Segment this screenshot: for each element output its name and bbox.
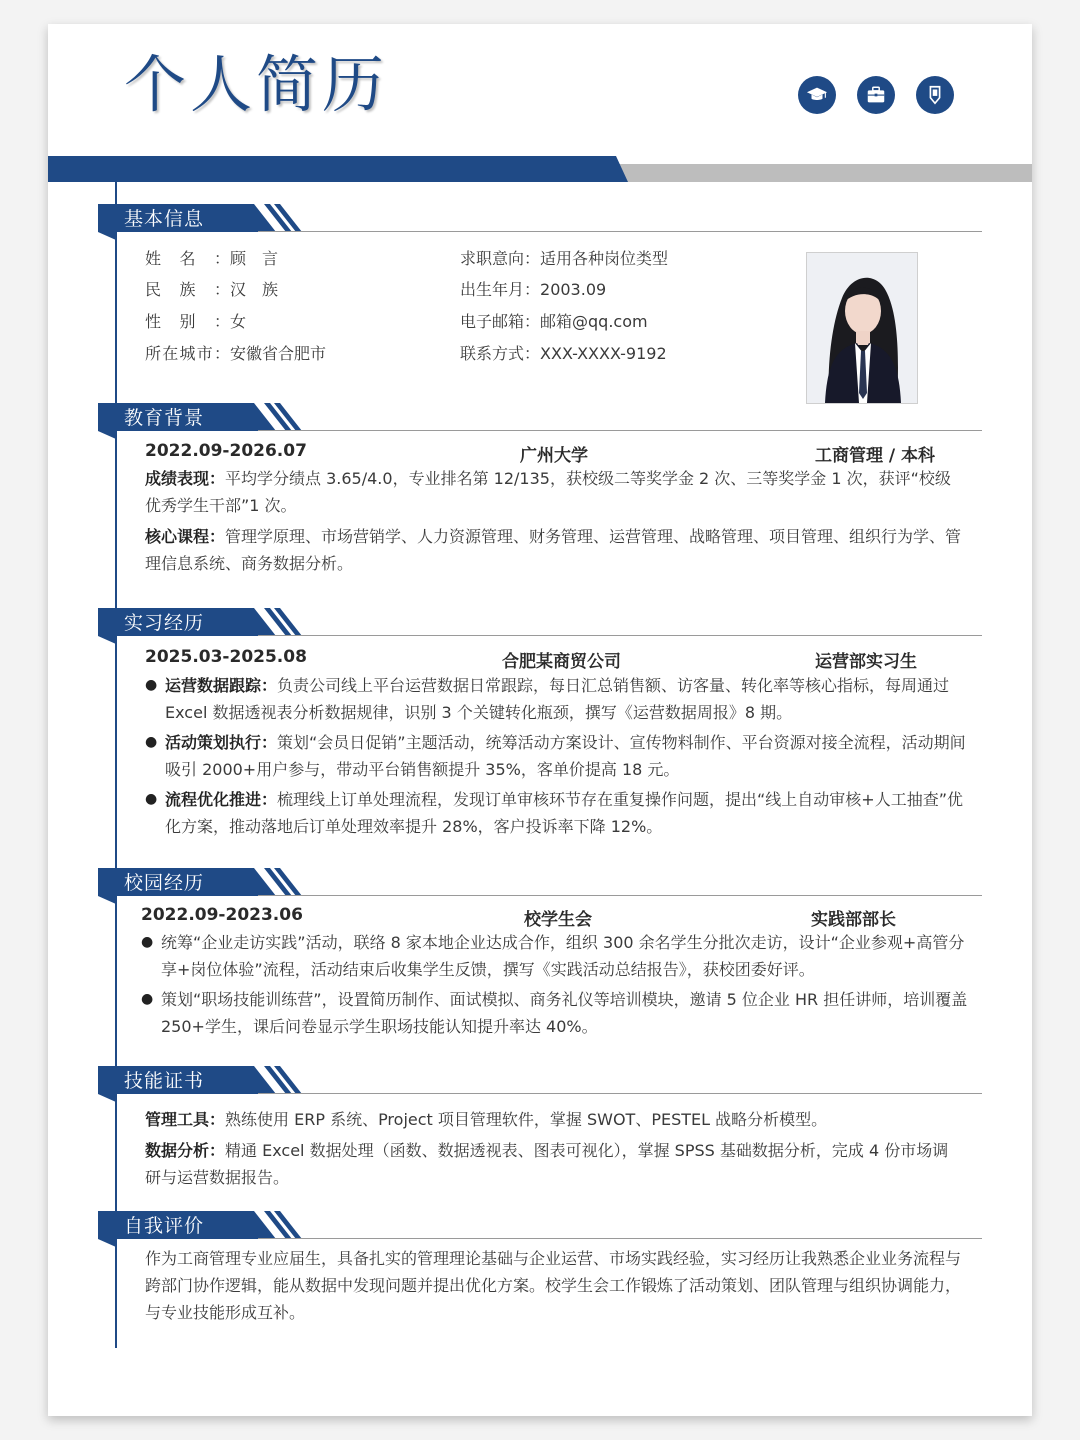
campus-role: 实践部部长 xyxy=(811,910,896,930)
profile-photo xyxy=(806,252,918,404)
resume-title: 个人简历 xyxy=(124,48,389,121)
section-title: 实习经历 xyxy=(124,612,205,634)
campus-date: 2022.09-2023.06 xyxy=(141,905,303,925)
section-divider xyxy=(258,1238,982,1239)
section-divider xyxy=(258,430,982,431)
education-school: 广州大学 xyxy=(520,446,588,466)
campus-item: ● 统筹“企业走访实践”活动，联络 8 家本地企业达成合作，组织 300 余名学生分批次走访，设计“企业参观+高管分享+岗位体验”流程，活动结束后收集学生反馈，撰写《实践活动总结报告》，获校团委好评。 xyxy=(141,929,971,983)
timeline-line xyxy=(115,182,117,1348)
section-header-self xyxy=(98,1211,983,1241)
skills-data: 数据分析：精通 Excel 数据处理（函数、数据透视表、图表可视化），掌握 SPSS 基础数据分析，完成 4 份市场调研与运营数据报告。 xyxy=(145,1141,949,1187)
bullet-icon: ● xyxy=(145,791,158,807)
bullet-icon: ● xyxy=(141,934,154,950)
internship-role: 运营部实习生 xyxy=(815,652,917,672)
info-phone: 联系方式：XXX-XXXX-9192 xyxy=(460,344,667,363)
graduation-cap-icon xyxy=(798,76,836,114)
education-major: 工商管理 / 本科 xyxy=(815,446,936,466)
info-gender: 性别：女 xyxy=(145,312,247,331)
section-header-campus xyxy=(98,868,983,898)
education-date: 2022.09-2026.07 xyxy=(145,441,307,461)
internship-item: ● 活动策划执行：策划“会员日促销”主题活动，统筹活动方案设计、宣传物料制作、平台资源对接全流程，活动期间吸引 2000+用户参与，带动平台销售额提升 35%，客单价提高 18 元。 xyxy=(145,729,975,783)
campus-item: ● 策划“职场技能训练营”，设置简历制作、面试模拟、商务礼仪等培训模块，邀请 5 位企业 HR 担任讲师，培训覆盖 250+学生，课后问卷显示学生职场技能认知提升率达 40%。 xyxy=(141,986,971,1040)
pen-icon xyxy=(916,76,954,114)
section-header-basic xyxy=(98,204,983,234)
internship-item: ● 运营数据跟踪：负责公司线上平台运营数据日常跟踪，每日汇总销售额、访客量、转化率等核心指标，每周通过 Excel 数据透视表分析数据规律，识别 3 个关键转化瓶颈，撰写《运营数据周报》8 期。 xyxy=(145,672,975,726)
section-title: 自我评价 xyxy=(124,1215,205,1237)
bullet-icon: ● xyxy=(141,991,154,1007)
section-title: 技能证书 xyxy=(124,1070,205,1092)
info-email: 电子邮箱：邮箱@qq.com xyxy=(460,312,648,331)
education-courses: 核心课程：管理学原理、市场营销学、人力资源管理、财务管理、运营管理、战略管理、项目管理、组织行为学、管理信息系统、商务数据分析。 xyxy=(145,527,962,573)
self-evaluation: 作为工商管理专业应届生，具备扎实的管理理论基础与企业运营、市场实践经验，实习经历让我熟悉企业业务流程与跨部门协作逻辑，能从数据中发现问题并提出优化方案。校学生会工作锻炼了活动策划、团队管理与组织协调能力，与专业技能形成互补。 xyxy=(145,1249,962,1322)
info-name: 姓名：顾 言 xyxy=(145,249,279,268)
resume-page xyxy=(48,24,1032,1416)
section-header-education xyxy=(98,403,983,433)
info-city: 所在城市：安徽省合肥市 xyxy=(145,344,327,363)
bullet-icon: ● xyxy=(145,734,158,750)
info-ethnicity: 民族：汉 族 xyxy=(145,280,279,299)
section-divider xyxy=(258,231,982,232)
section-divider xyxy=(258,895,982,896)
section-title: 教育背景 xyxy=(124,407,205,429)
internship-item: ● 流程优化推进：梳理线上订单处理流程，发现订单审核环节存在重复操作问题，提出“线上自动审核+人工抽查”优化方案，推动落地后订单处理效率提升 28%，客户投诉率下降 12%。 xyxy=(145,786,975,840)
bullet-icon: ● xyxy=(145,677,158,693)
section-title: 基本信息 xyxy=(124,208,205,230)
skills-tools: 管理工具：熟练使用 ERP 系统、Project 项目管理软件，掌握 SWOT、PESTEL 战略分析模型。 xyxy=(145,1110,828,1129)
info-birth: 出生年月：2003.09 xyxy=(460,280,607,299)
info-job-intention: 求职意向：适用各种岗位类型 xyxy=(460,249,669,268)
section-header-skills xyxy=(98,1066,983,1096)
internship-date: 2025.03-2025.08 xyxy=(145,647,307,667)
education-performance: 成绩表现：平均学分绩点 3.65/4.0，专业排名第 12/135，获校级二等奖学金 2 次、三等奖学金 1 次，获评“校级优秀学生干部”1 次。 xyxy=(145,469,951,515)
header-band xyxy=(48,156,1032,182)
campus-org: 校学生会 xyxy=(524,910,592,930)
internship-company: 合肥某商贸公司 xyxy=(502,652,621,672)
briefcase-icon xyxy=(857,76,895,114)
section-header-internship xyxy=(98,608,983,638)
section-divider xyxy=(258,1093,982,1094)
section-divider xyxy=(258,635,982,636)
section-title: 校园经历 xyxy=(124,872,205,894)
